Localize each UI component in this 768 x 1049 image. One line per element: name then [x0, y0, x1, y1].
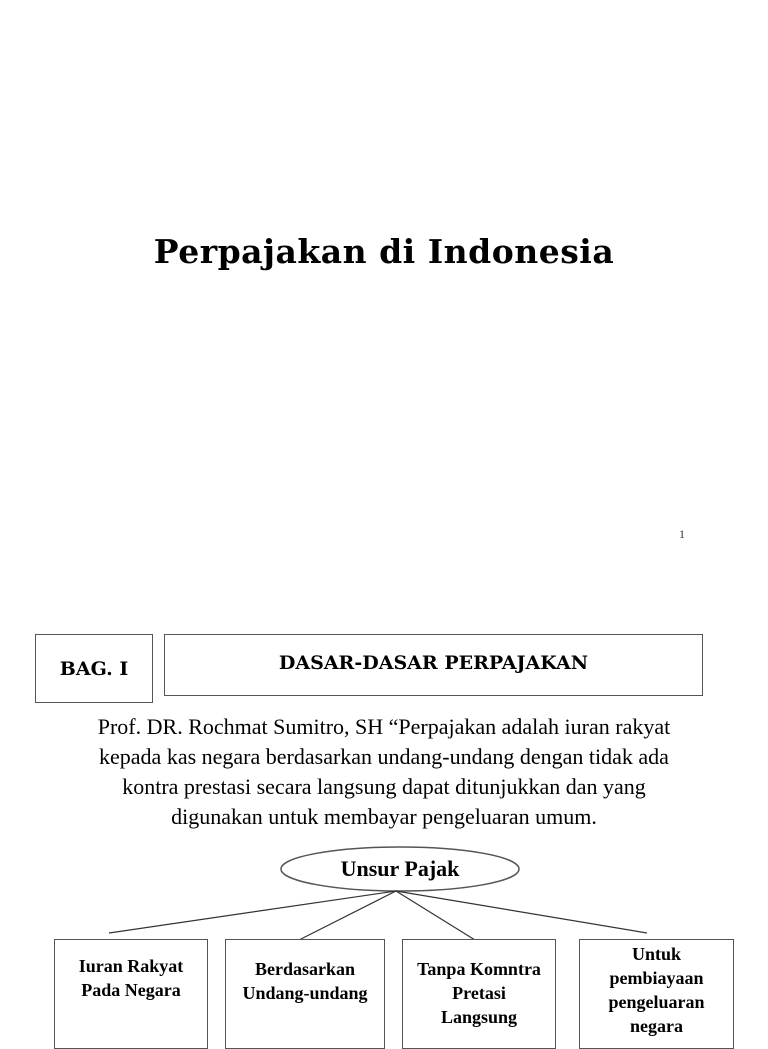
element-box-iuran-rakyat — [54, 939, 208, 1049]
element-box-pembiayaan — [579, 939, 734, 1049]
connector-line-4 — [396, 891, 647, 933]
element-text: pembiayaan — [609, 968, 704, 988]
element-text: pengeluaran — [608, 992, 705, 1012]
definition-line: kontra prestasi secara langsung dapat ditunjukkan dan yang — [122, 774, 646, 799]
definition-line: kepada kas negara berdasarkan undang-undang dengan tidak ada — [99, 744, 669, 769]
element-text: Untuk — [631, 944, 681, 964]
element-text: Pada Negara — [81, 980, 181, 1000]
element-text: Iuran Rakyat — [78, 956, 184, 976]
element-text: Tanpa Komntra — [417, 959, 541, 979]
element-text: Langsung — [440, 1007, 518, 1027]
connector-line-3 — [396, 891, 475, 940]
element-text: negara — [629, 1016, 683, 1036]
element-text: Berdasarkan — [254, 959, 355, 979]
section-label: BAG. I — [59, 657, 129, 680]
page-title: Perpajakan di Indonesia — [153, 232, 615, 271]
page-number: 1 — [679, 527, 685, 541]
element-box-tanpa-kontra-prestasi — [402, 939, 556, 1049]
element-text: Undang-undang — [242, 983, 368, 1003]
definition-line: digunakan untuk membayar pengeluaran umum. — [171, 804, 597, 829]
element-text: Pretasi — [452, 983, 506, 1003]
diagram-root-label: Unsur Pajak — [340, 856, 460, 881]
connector-line-1 — [109, 891, 396, 933]
definition-line: Prof. DR. Rochmat Sumitro, SH “Perpajakan adalah iuran rakyat — [97, 714, 671, 739]
content-slide — [0, 576, 768, 1036]
section-title: DASAR-DASAR PERPAJAKAN — [278, 652, 589, 674]
element-box-berdasarkan-uu — [225, 939, 385, 1049]
